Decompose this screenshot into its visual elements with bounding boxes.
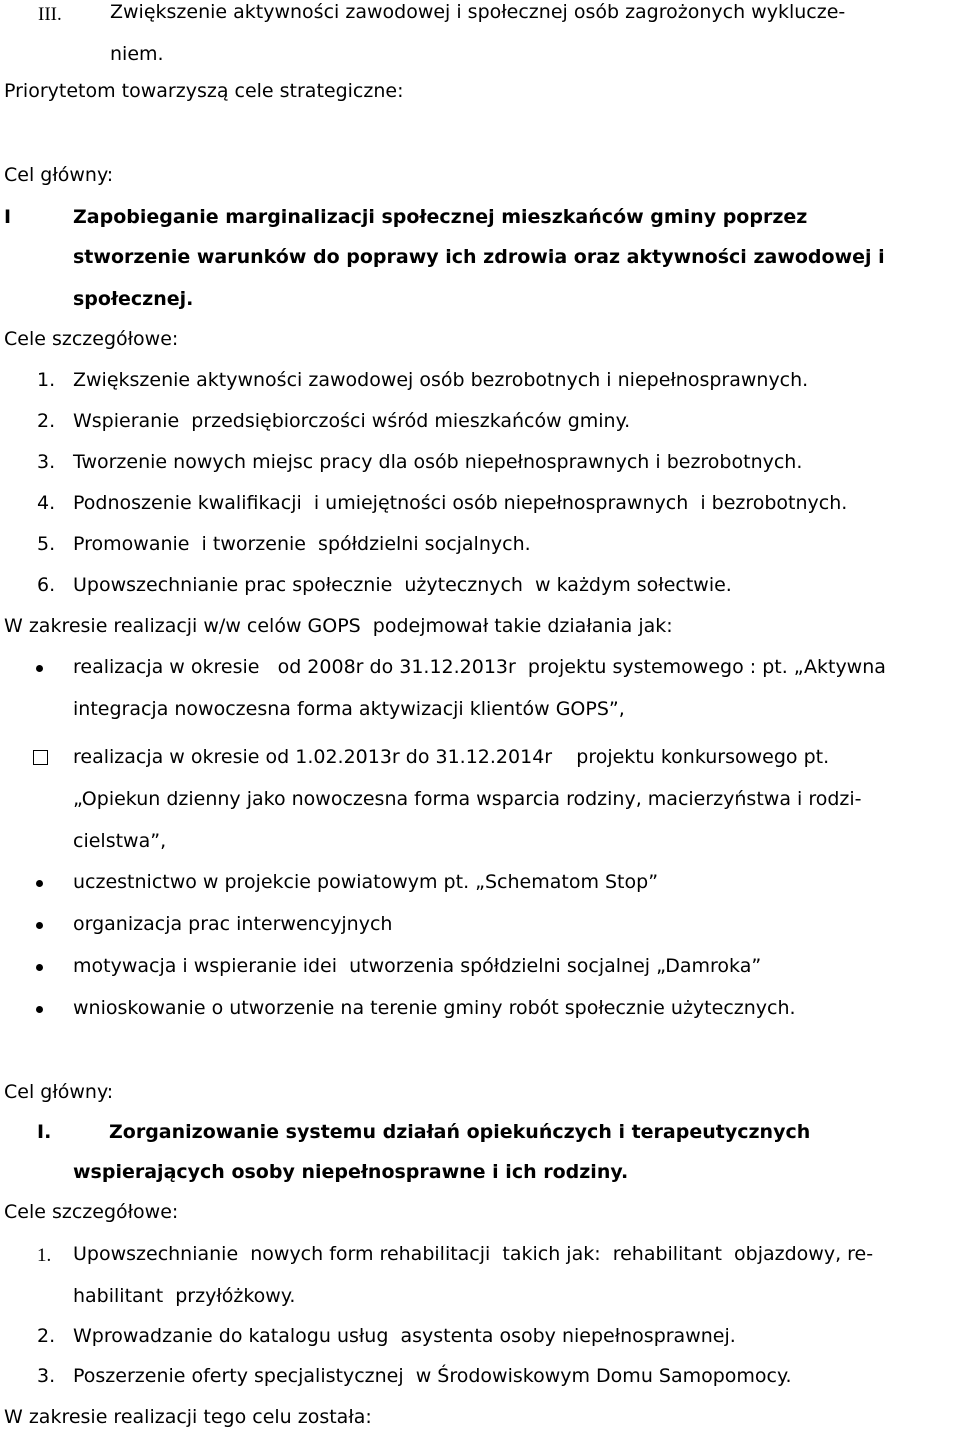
objective-number: 3. <box>37 451 56 473</box>
bullet-icon <box>36 1006 43 1013</box>
objective-text: Poszerzenie oferty specjalistycznej w Środowiskowym Domu Samopomocy. <box>73 1365 792 1387</box>
objective-number: 2. <box>37 410 56 432</box>
main-goal-line-1: Zapobieganie marginalizacji społecznej mieszkańców gminy poprzez <box>73 206 808 228</box>
action-text: realizacja w okresie od 1.02.2013r do 31.12.2014r projektu konkursowego pt. <box>73 746 830 768</box>
checkbox-icon <box>33 750 48 765</box>
detailed-goals-heading: Cele szczegółowe: <box>4 1201 179 1223</box>
bullet-icon <box>36 922 43 929</box>
objective-text: Promowanie i tworzenie spółdzielni socjalnych. <box>73 533 531 555</box>
action-text: integracja nowoczesna forma aktywizacji klientów GOPS”, <box>73 698 625 720</box>
section-title-line-1: Zwiększenie aktywności zawodowej i społecznej osób zagrożonych wyklucze- <box>110 1 846 23</box>
main-goal-line-2: stworzenie warunków do poprawy ich zdrowia oraz aktywności zawodowej i <box>73 246 885 268</box>
section-title-line-2: niem. <box>110 43 164 65</box>
main-goal-number: I. <box>37 1121 52 1143</box>
detailed-goals-heading: Cele szczegółowe: <box>4 328 179 350</box>
action-text: organizacja prac interwencyjnych <box>73 913 393 935</box>
closing-text: W zakresie realizacji tego celu została: <box>4 1406 372 1428</box>
main-goal-line-1: Zorganizowanie systemu działań opiekuńczych i terapeutycznych <box>109 1121 811 1143</box>
main-goal-line-2: wspierających osoby niepełnosprawne i ich rodziny. <box>73 1161 629 1183</box>
objective-text: Tworzenie nowych miejsc pracy dla osób niepełnosprawnych i bezrobotnych. <box>73 451 803 473</box>
objective-number: 1. <box>37 1245 52 1266</box>
action-text: realizacja w okresie od 2008r do 31.12.2013r projektu systemowego : pt. „Aktywna <box>73 656 886 678</box>
objective-text: Upowszechnianie prac społecznie użytecznych w każdym sołectwie. <box>73 574 732 596</box>
section-number: III. <box>38 4 62 25</box>
action-text: cielstwa”, <box>73 830 167 852</box>
objective-text: Wspieranie przedsiębiorczości wśród mieszkańców gminy. <box>73 410 631 432</box>
action-text: uczestnictwo w projekcie powiatowym pt. „Schematom Stop” <box>73 871 659 893</box>
objective-text: Wprowadzanie do katalogu usług asystenta osoby niepełnosprawnej. <box>73 1325 736 1347</box>
priorities-text: Priorytetom towarzyszą cele strategiczne: <box>4 80 404 102</box>
main-goal-line-3: społecznej. <box>73 288 194 310</box>
main-goal-heading: Cel główny: <box>4 164 114 186</box>
objective-number: 3. <box>37 1365 56 1387</box>
objective-text: Zwiększenie aktywności zawodowej osób bezrobotnych i niepełnosprawnych. <box>73 369 809 391</box>
main-goal-number: I <box>4 206 12 228</box>
objective-number: 4. <box>37 492 56 514</box>
objective-number: 5. <box>37 533 56 555</box>
bullet-icon <box>36 665 43 672</box>
action-text: wnioskowanie o utworzenie na terenie gminy robót społecznie użytecznych. <box>73 997 796 1019</box>
objective-text: habilitant przyłóżkowy. <box>73 1285 296 1307</box>
actions-intro: W zakresie realizacji w/w celów GOPS podejmował takie działania jak: <box>4 615 673 637</box>
main-goal-heading: Cel główny: <box>4 1081 114 1103</box>
bullet-icon <box>36 964 43 971</box>
bullet-icon <box>36 880 43 887</box>
objective-number: 2. <box>37 1325 56 1347</box>
objective-text: Podnoszenie kwalifikacji i umiejętności osób niepełnosprawnych i bezrobotnych. <box>73 492 848 514</box>
objective-text: Upowszechnianie nowych form rehabilitacji takich jak: rehabilitant objazdowy, re- <box>73 1243 874 1265</box>
action-text: „Opiekun dzienny jako nowoczesna forma wsparcia rodziny, macierzyństwa i rodzi- <box>73 788 862 810</box>
objective-number: 1. <box>37 369 56 391</box>
action-text: motywacja i wspieranie idei utworzenia spółdzielni socjalnej „Damroka” <box>73 955 762 977</box>
objective-number: 6. <box>37 574 56 596</box>
